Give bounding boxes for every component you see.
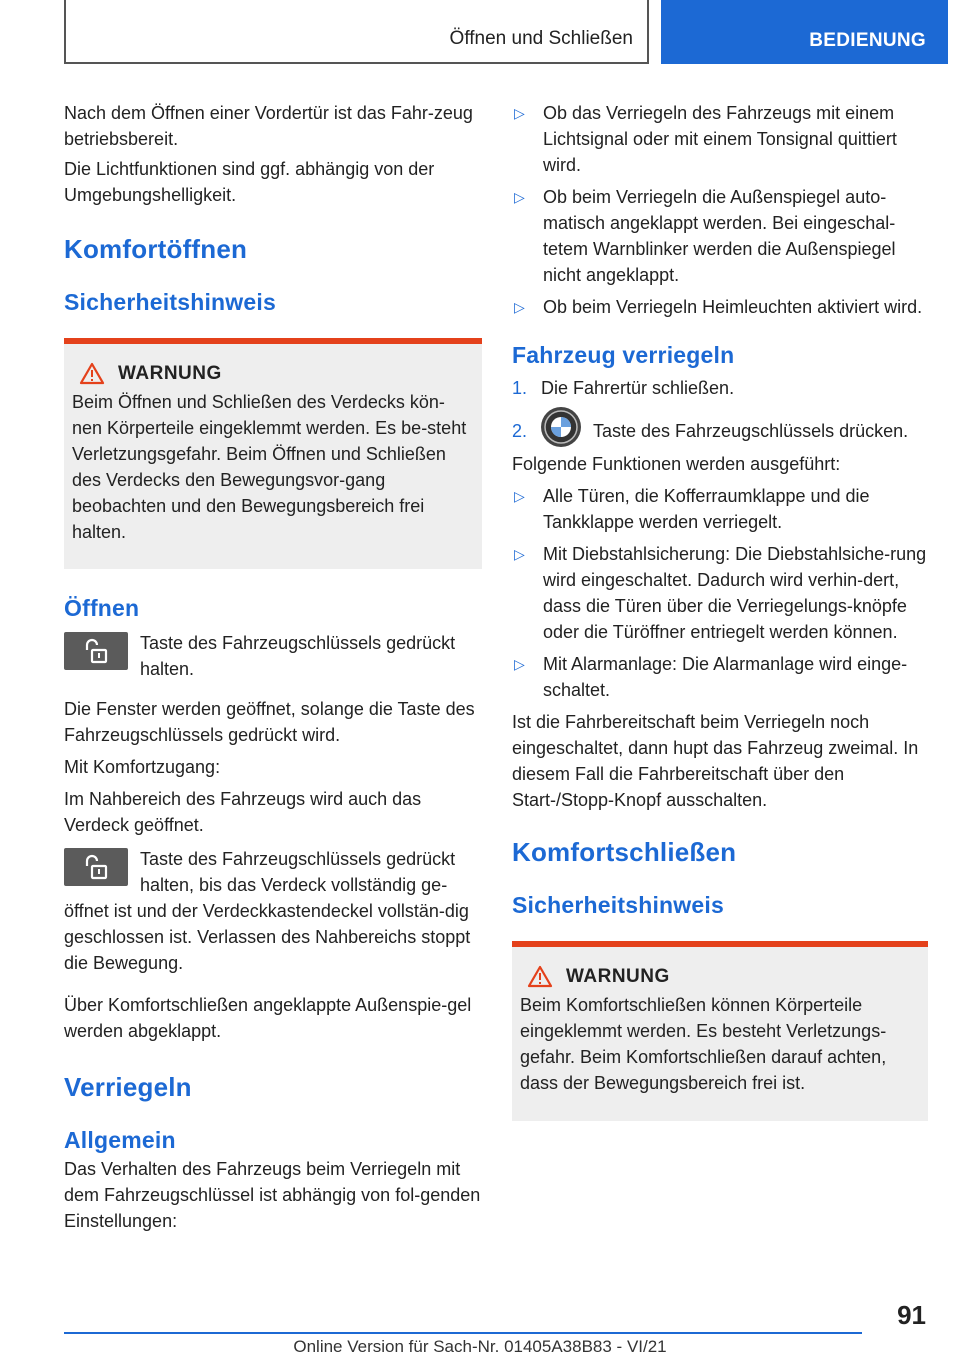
list-item — [512, 483, 930, 535]
warning-title — [520, 965, 920, 988]
step-text: Die Fahrertür schließen. — [541, 378, 735, 398]
paragraph-nahbereich: Im Nahbereich des Fahrzeugs wird auch das Verdeck geöffnet. — [64, 789, 422, 835]
intro-paragraph-1: Nach dem Öffnen einer Vordertür ist das Fahr-zeug betriebsbereit. — [64, 103, 473, 149]
right-column — [512, 100, 930, 1121]
list-item — [512, 100, 930, 178]
warning-label: WARNUNG — [118, 362, 222, 384]
heading-oeffnen: Öffnen — [64, 595, 140, 621]
paragraph-fahrbereitschaft: Ist die Fahrbereitschaft beim Verriegeln noch eingeschaltet, dann hupt das Fahrzeug zweimal. In diesem Fall die Fahrbereitschaft über den Start-/Stopp-Knopf ausschalten. — [512, 712, 919, 810]
page-number: 91 — [897, 1300, 926, 1330]
unlock-key-icon — [64, 848, 128, 886]
warning-triangle-icon — [72, 362, 112, 385]
heading-fahrzeug-verriegeln: Fahrzeug verriegeln — [512, 342, 735, 368]
heading-sicherheitshinweis-2: Sicherheitshinweis — [512, 892, 724, 918]
list-item-text: Alle Türen, die Kofferraumklappe und die Tankklappe werden verriegelt. — [543, 486, 870, 532]
warning-text: Beim Öffnen und Schließen des Verdecks kön-nen Körperteile eingeklemmt werden. Es be-steht Verletzungsgefahr. Beim Öffnen und Schließen des Verdecks den Bewegungsvor-gang beobachten und den Bewegungsbereich frei halten. — [72, 392, 467, 542]
list-item-text: Ob beim Verriegeln die Außenspiegel auto-matisch angeklappt werden. Bei eingeschal-tetem Warnblinker werden die Außenspiegel nicht angeklappt. — [543, 187, 896, 285]
paragraph-verhalten: Das Verhalten des Fahrzeugs beim Verriegeln mit dem Fahrzeugschlüssel ist abhängig von fol-genden Einstellungen: — [64, 1159, 481, 1231]
list-item-text: Ob das Verriegeln des Fahrzeugs mit einem Lichtsignal oder mit einem Tonsignal quittiert wird. — [543, 103, 897, 175]
triangle-bullet-icon: ▷ — [514, 299, 525, 315]
heading-komfortschliessen: Komfortschließen — [512, 837, 737, 867]
warning-text: Beim Komfortschließen können Körperteile eingeklemmt werden. Es besteht Verletzungs-gefahr. Beim Komfortschließen darauf achten, dass der Bewegungsbereich frei ist. — [520, 995, 887, 1093]
header-section-title: Öffnen und Schließen — [449, 28, 633, 49]
triangle-bullet-icon: ▷ — [514, 189, 525, 205]
header-section-tab — [64, 0, 649, 64]
list-item-text: Ob beim Verriegeln Heimleuchten aktiviert wird. — [543, 297, 923, 317]
warning-triangle-icon — [520, 965, 560, 988]
paragraph-spiegel: Über Komfortschließen angeklappte Außenspie-gel werden abgeklappt. — [64, 995, 472, 1041]
functions-list — [512, 483, 930, 703]
settings-list — [512, 100, 930, 320]
footer-divider — [64, 1332, 862, 1334]
key-instruction-2-continuation: öffnet ist und der Verdeckkastendeckel vollstän-dig geschlossen ist. Verlassen des Nahbereichs stoppt die Bewegung. — [64, 901, 471, 973]
header-chapter-title: BEDIENUNG — [809, 30, 926, 51]
paragraph-folgende: Folgende Funktionen werden ausgeführt: — [512, 454, 841, 474]
steps-list — [512, 375, 930, 447]
list-item — [512, 541, 930, 645]
warning-box — [64, 338, 482, 569]
warning-label: WARNUNG — [566, 965, 670, 987]
key-instruction-1-text: Taste des Fahrzeugschlüssels gedrückt halten. — [140, 633, 456, 679]
triangle-bullet-icon: ▷ — [514, 105, 525, 121]
step-number: 2. — [512, 421, 528, 441]
intro-paragraph-2: Die Lichtfunktionen sind ggf. abhängig von der Umgebungshelligkeit. — [64, 159, 435, 205]
left-column — [64, 100, 482, 1240]
step-text: Taste des Fahrzeugschlüssels drücken. — [593, 421, 909, 441]
step-item — [512, 375, 930, 401]
key-instruction-2 — [64, 846, 482, 898]
step-item — [512, 415, 930, 447]
bmw-key-icon — [541, 407, 581, 447]
header-chapter-tab — [661, 0, 948, 64]
unlock-key-icon — [64, 632, 128, 670]
list-item-text: Mit Diebstahlsicherung: Die Diebstahlsiche-rung wird eingeschaltet. Dadurch wird verhin-dert, dass die Türen über die Verriegelungs-knöpfe oder die Türöffner entriegelt werden können. — [543, 544, 927, 642]
key-instruction-1 — [64, 630, 482, 682]
step-number: 1. — [512, 378, 528, 398]
list-item — [512, 184, 930, 288]
triangle-bullet-icon: ▷ — [514, 488, 525, 504]
heading-sicherheitshinweis: Sicherheitshinweis — [64, 289, 276, 315]
heading-allgemein: Allgemein — [64, 1127, 176, 1153]
heading-komfortoeffnen: Komfortöffnen — [64, 234, 248, 264]
triangle-bullet-icon: ▷ — [514, 546, 525, 562]
paragraph-fenster: Die Fenster werden geöffnet, solange die Taste des Fahrzeugschlüssels gedrückt wird. — [64, 699, 475, 745]
list-item — [512, 651, 930, 703]
key-instruction-2-text: Taste des Fahrzeugschlüssels gedrückt halten, bis das Verdeck vollständig ge- — [140, 849, 456, 895]
footer-version-text: Online Version für Sach-Nr. 01405A38B83 - VI/21 — [293, 1337, 667, 1356]
list-item-text: Mit Alarmanlage: Die Alarmanlage wird einge-schaltet. — [543, 654, 908, 700]
warning-box-2 — [512, 941, 928, 1121]
paragraph-komfortzugang: Mit Komfortzugang: — [64, 757, 221, 777]
list-item — [512, 294, 930, 320]
warning-title — [72, 362, 474, 385]
triangle-bullet-icon: ▷ — [514, 656, 525, 672]
heading-verriegeln: Verriegeln — [64, 1072, 192, 1102]
